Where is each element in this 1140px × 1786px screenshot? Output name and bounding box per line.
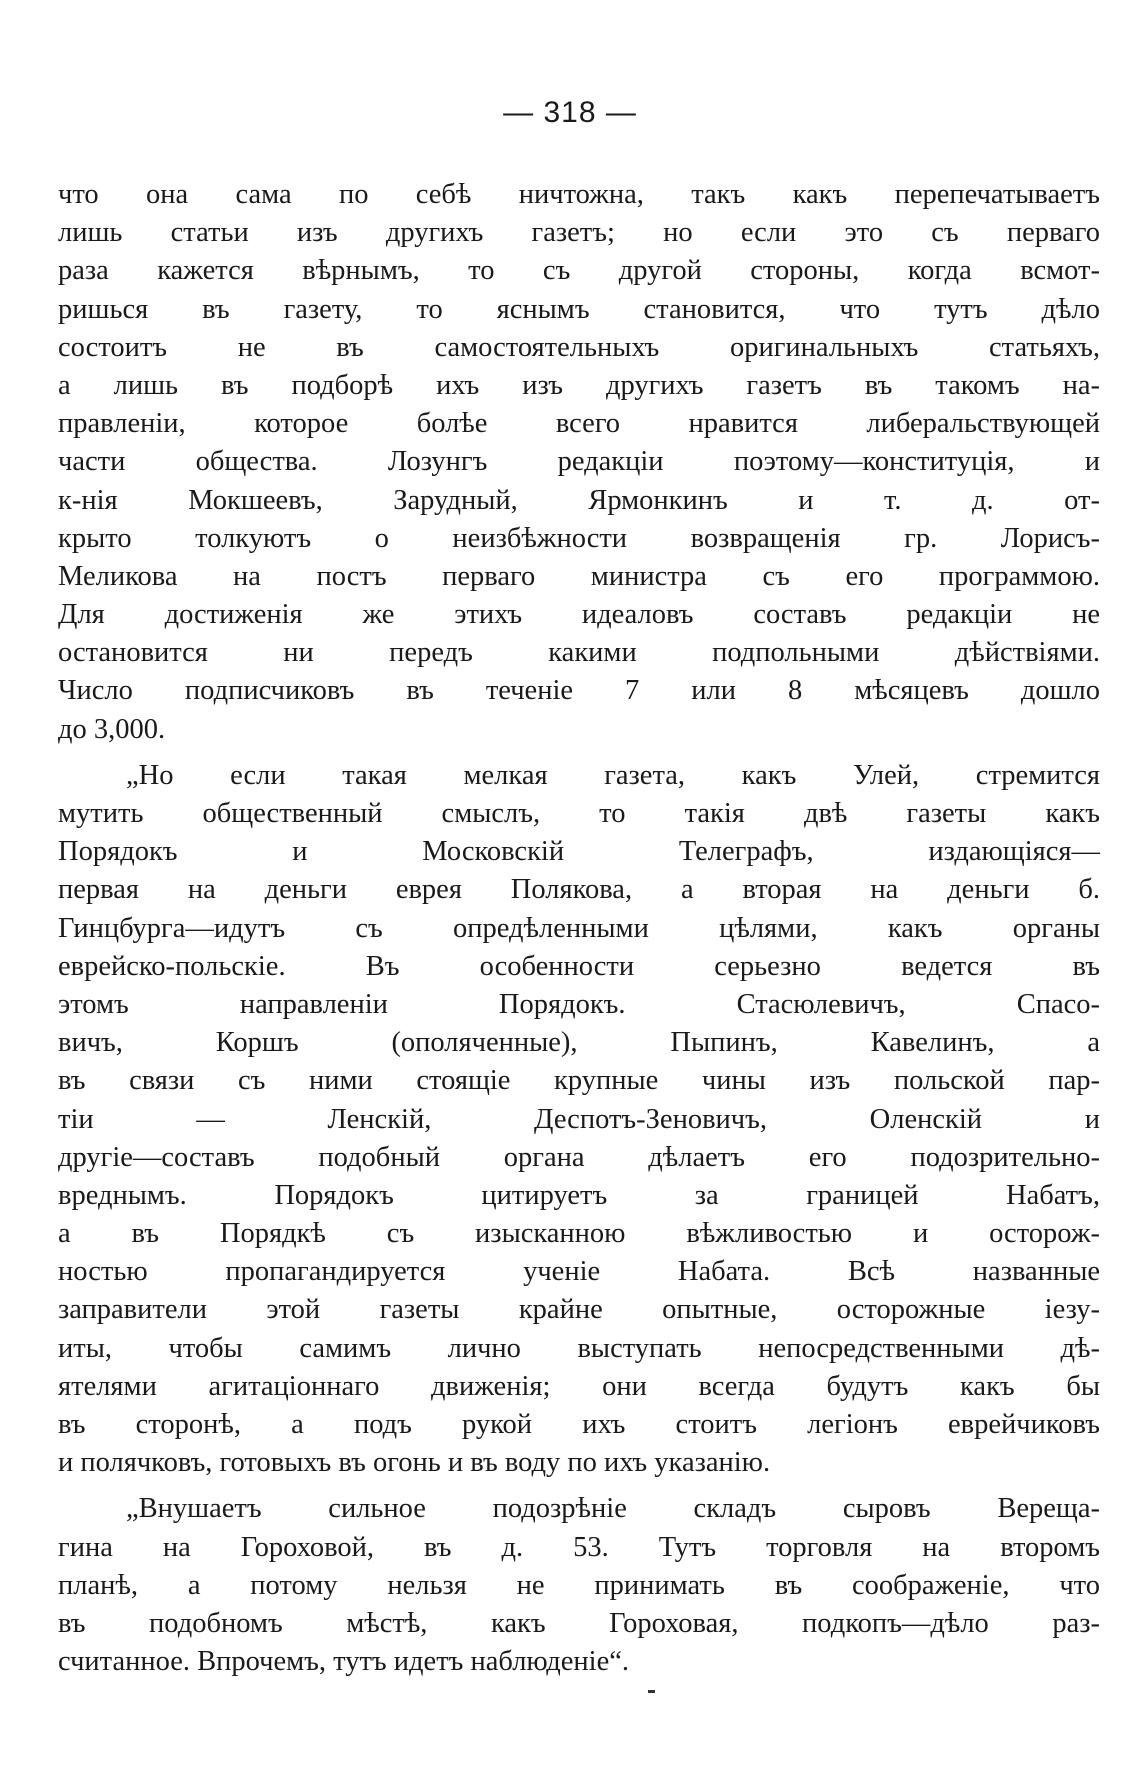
text-line: вреднымъ. Порядокъ цитируетъ за границей Набатъ, [58,1179,1100,1211]
page-number: — 318 — [503,96,637,129]
text-line: раза кажется вѣрнымъ, то съ другой стороны, когда всмот- [58,255,1100,287]
text-line: части общества. Лозунгъ редакціи поэтому—конституція, и [58,446,1100,478]
text-line: заправители этой газеты крайне опытные, осторожные іезу- [58,1294,1100,1326]
text-line: планѣ, а потому нельзя не принимать въ соображеніе, что [58,1569,1100,1601]
text-line: иты, чтобы самимъ лично выступать непосредственными дѣ- [58,1332,1100,1364]
text-line: въ связи съ ними стоящіе крупные чины изъ польской пар- [58,1065,1100,1097]
body-text [58,176,1100,1681]
text-line: а въ Порядкѣ съ изысканною вѣжливостью и осторож- [58,1218,1100,1250]
text-line: а лишь въ подборѣ ихъ изъ другихъ газетъ въ такомъ на- [58,369,1100,401]
text-line: вичъ, Коршъ (ополяченные), Пыпинъ, Кавелинъ, а [58,1027,1100,1059]
text-line: „Внушаетъ сильное подозрѣніе складъ сыровъ Верещa- [126,1493,1100,1525]
text-line: остановится ни передъ какими подпольными дѣйствіями. [58,637,1100,669]
paragraph-2 [58,757,1100,1483]
text-line: Меликова на постъ перваго министра съ его программою. [58,560,1100,592]
text-line: въ сторонѣ, а подъ рукой ихъ стоитъ легіонъ еврейчиковъ [58,1409,1100,1440]
text-line: Порядокъ и Московскій Телеграфъ, издающіяся— [58,836,1100,868]
text-line: и полячковъ, готовыхъ въ огонь и въ воду по ихъ указанію. [58,1447,771,1479]
text-line: этомъ направленіи Порядокъ. Стасюлевичъ, Спасо- [58,988,1100,1020]
paragraph-1 [58,176,1100,749]
text-line: что она сама по себѣ ничтожна, такъ какъ перепечатываетъ [58,179,1100,210]
text-line: считанное. Впрочемъ, тутъ идетъ наблюденіе“. [58,1646,630,1678]
text-line: лишь статьи изъ другихъ газетъ; но если это съ перваго [58,217,1100,249]
text-line: еврейско-польскіе. Въ особенности серьезно ведется въ [58,950,1100,982]
text-line: въ подобномъ мѣстѣ, какъ Гороховая, подкопъ—дѣло раз- [58,1607,1100,1639]
text-line: первая на деньги еврея Полякова, а вторая на деньги б. [58,874,1100,906]
print-speck-mark [648,1690,655,1693]
paragraph-3 [58,1490,1100,1681]
text-line: „Но если такая мелкая газета, какъ Улей, стремится [126,759,1100,791]
text-line: крыто толкуютъ о неизбѣжности возвращенія гр. Лорисъ- [58,522,1100,554]
text-line: состоитъ не въ самостоятельныхъ оригинальныхъ статьяхъ, [58,331,1100,363]
text-line: Для достиженія же этихъ идеаловъ составъ редакціи не [58,599,1100,631]
text-line: до 3,000. [58,713,166,745]
text-line: гина на Гороховой, въ д. 53. Тутъ торговля на второмъ [58,1531,1100,1563]
text-line: к-нія Мокшеевъ, Зарудный, Ярмонкинъ и т. д. от- [58,484,1100,516]
text-line: тіи — Ленскій, Деспотъ-Зеновичъ, Оленскій и [58,1103,1100,1135]
text-line: мутить общественный смыслъ, то такія двѣ газеты какъ [58,798,1100,829]
text-line: ностью пропагандируется ученіе Набата. Всѣ названные [58,1256,1100,1288]
text-line: правленіи, которое болѣе всего нравится либеральствующей [58,408,1100,440]
text-line: ятелями агитаціоннаго движенія; они всегда будутъ какъ бы [58,1370,1100,1402]
text-line: Число подписчиковъ въ теченіе 7 или 8 мѣсяцевъ дошло [58,675,1100,707]
text-line: Гинцбурга—идутъ съ опредѣленными цѣлями, какъ органы [58,912,1100,944]
text-line: другіе—составъ подобный органа дѣлаетъ его подозрительно- [58,1141,1100,1173]
text-line: ришься въ газету, то яснымъ становится, что тутъ дѣло [58,293,1100,325]
